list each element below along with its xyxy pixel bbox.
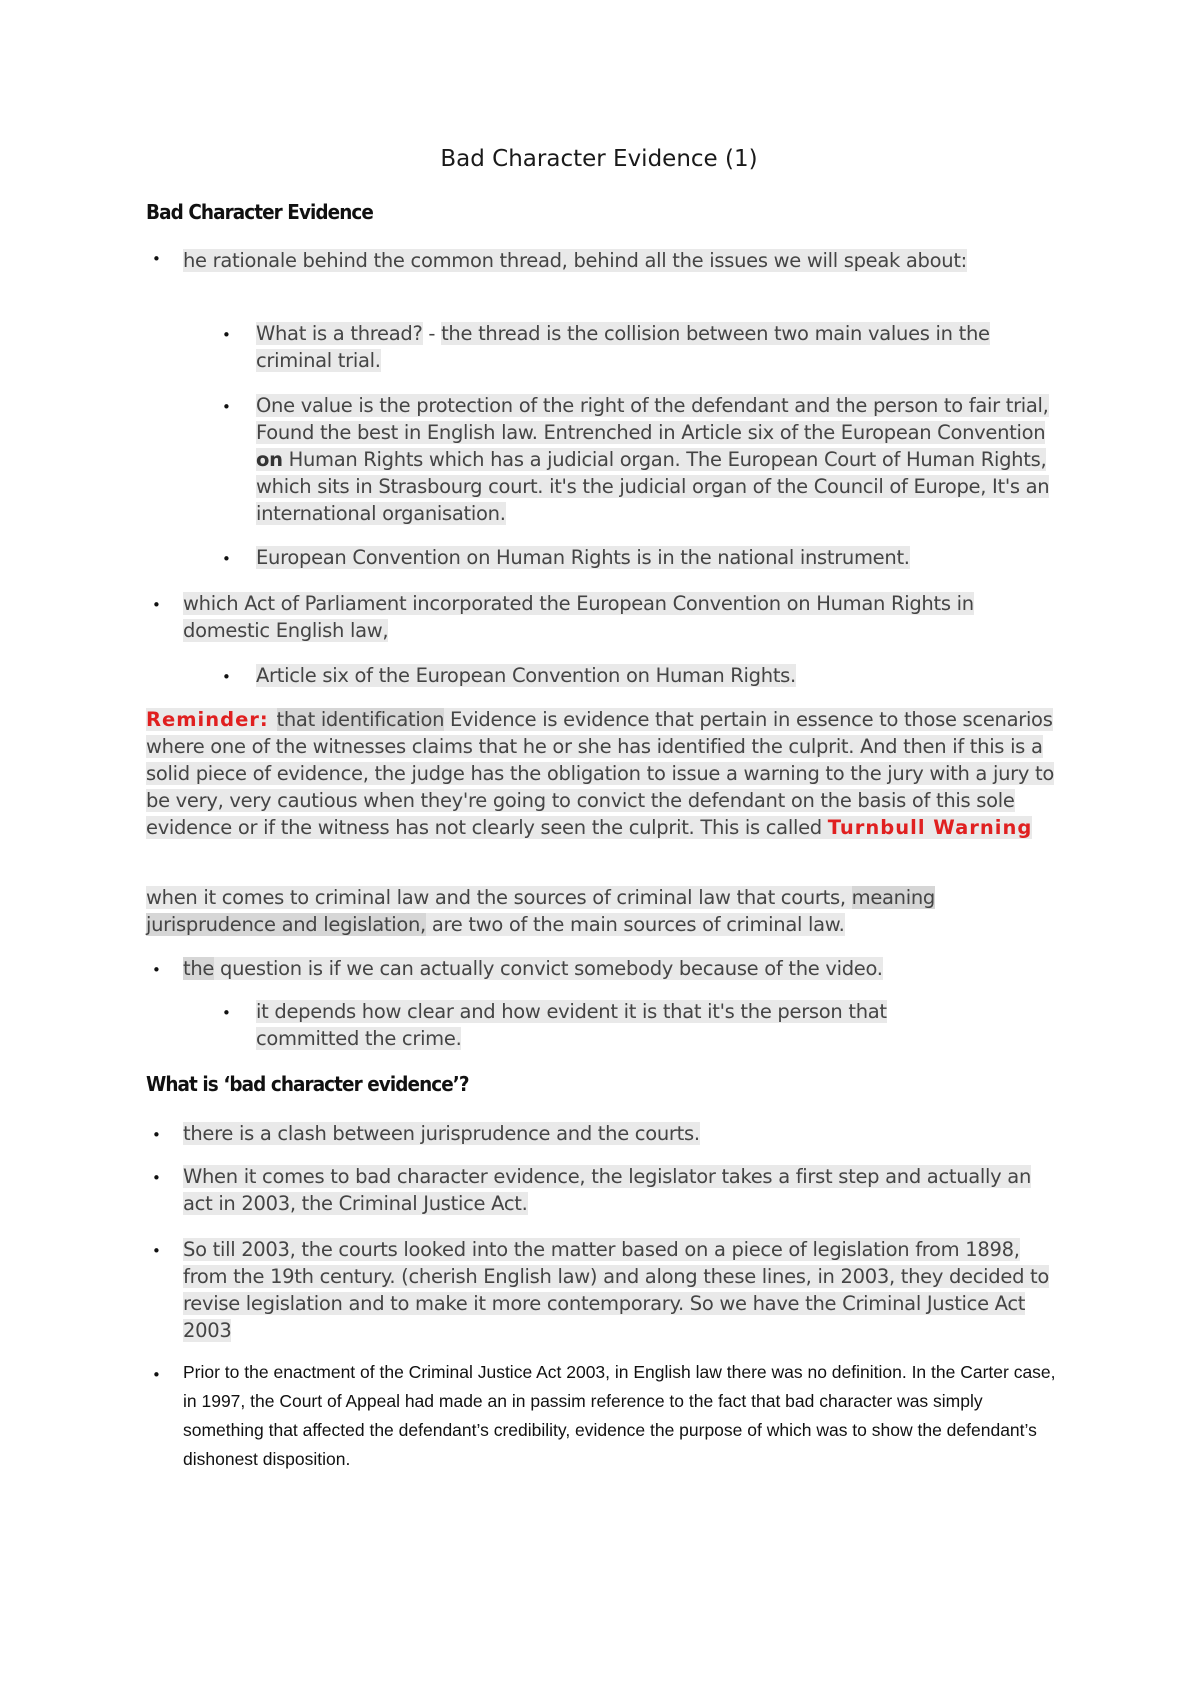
reminder-paragraph: [146, 706, 1066, 841]
list-item-text: it depends how clear and how evident it is that it's the person that committed the crime.: [256, 1000, 887, 1050]
paragraph-text: meaning jurisprudence and legislation,: [146, 886, 935, 936]
list-item: [183, 1358, 1063, 1474]
list-item-text: he rationale behind the common thread, behind all the issues we will speak about:: [183, 249, 967, 272]
list-item: [183, 1120, 1063, 1147]
list-item-text: question is if we can actually convict somebody because of the video.: [214, 957, 883, 980]
paragraph-text: are two of the main sources of criminal law.: [425, 913, 845, 936]
bullet-marker: •: [152, 1242, 161, 1260]
list-item: [183, 1163, 1043, 1217]
list-item-text: which Act of Parliament incorporated the European Convention on Human Rights in domestic English law,: [183, 592, 974, 642]
section-heading-what-is: What is ‘bad character evidence’?: [146, 1072, 469, 1096]
page-title: Bad Character Evidence (1): [440, 146, 758, 172]
bullet-marker: •: [152, 961, 161, 979]
list-item: [256, 662, 1056, 689]
paragraph-text: when it comes to criminal law and the sources of criminal law that courts,: [146, 886, 852, 909]
list-item: [183, 247, 1003, 274]
list-item-text: European Convention on Human Rights is in the national instrument.: [256, 546, 910, 569]
list-item-text: there is a clash between jurisprudence and the courts.: [183, 1122, 700, 1145]
bullet-marker: •: [222, 1004, 231, 1022]
bullet-marker: •: [152, 250, 161, 268]
list-item-text: One value is the protection of the right of the defendant and the person to fair trial, Found the best in English law. Entrenched in Article six of the European Convention: [256, 394, 1049, 444]
list-item: [256, 998, 986, 1052]
list-item: [256, 392, 1066, 527]
list-item-text: So till 2003, the courts looked into the matter based on a piece of legislation from 1898, from the 19th century. (cherish English law) and along these lines, in 2003, they decided to revise legislation and to make it more contemporary. So we have the Criminal Justice Act 2003: [183, 1238, 1050, 1342]
list-item-text: Prior to the enactment of the Criminal Justice Act 2003, in English law there was no definition. In the Carter case, in 1997, the Court of Appeal had made an in passim reference to the fact that bad character was simply something that affected the defendant’s credibility, evidence the purpose of which was to show the defendant’s dishonest disposition.: [183, 1362, 1056, 1469]
paragraph-text: Evidence is evidence that pertain in essence to those scenarios where one of the witnesses claims that he or she has identified the culprit. And then if this is a solid piece of evidence, the judge has the obligation to issue a warning to the jury with a jury to be very, very cautious when they're going to convict the defendant on the basis of this sole evidence or if the witness has not clearly seen the culprit. This is called: [146, 708, 1054, 839]
list-item-text: Human Rights which has a judicial organ. The European Court of Human Rights, which sits in Strasbourg court. it's the judicial organ of the Council of Europe, It's an international organisation.: [256, 448, 1050, 525]
list-item-text: on: [256, 448, 283, 471]
list-item: [183, 590, 1063, 644]
list-item: [256, 320, 1056, 374]
list-item-text: Article six of the European Convention on Human Rights.: [256, 664, 796, 687]
bullet-marker: •: [222, 398, 231, 416]
list-item: [256, 544, 1056, 571]
reminder-label: Reminder:: [146, 708, 277, 731]
list-item: [183, 955, 1063, 982]
list-item: [183, 1236, 1063, 1344]
list-item-text: When it comes to bad character evidence, the legislator takes a first step and actually an act in 2003, the Criminal Justice Act.: [183, 1165, 1032, 1215]
criminal-law-paragraph: [146, 884, 1066, 938]
bullet-marker: •: [222, 326, 231, 344]
turnbull-warning-term: Turnbull Warning: [827, 816, 1033, 839]
list-item-text: What is a thread?: [256, 322, 423, 345]
bullet-marker: •: [152, 1126, 161, 1144]
bullet-marker: •: [222, 668, 231, 686]
bullet-marker: •: [152, 1169, 161, 1187]
section-heading-bad-character: Bad Character Evidence: [146, 200, 373, 224]
list-item-text: the thread is the collision between two main values in the criminal trial.: [256, 322, 990, 372]
list-item-text: the: [183, 957, 215, 980]
bullet-marker: •: [222, 550, 231, 568]
paragraph-text: that identification: [276, 708, 445, 731]
list-item-text: -: [422, 322, 442, 345]
bullet-marker: •: [152, 596, 161, 614]
bullet-marker: •: [152, 1366, 161, 1384]
